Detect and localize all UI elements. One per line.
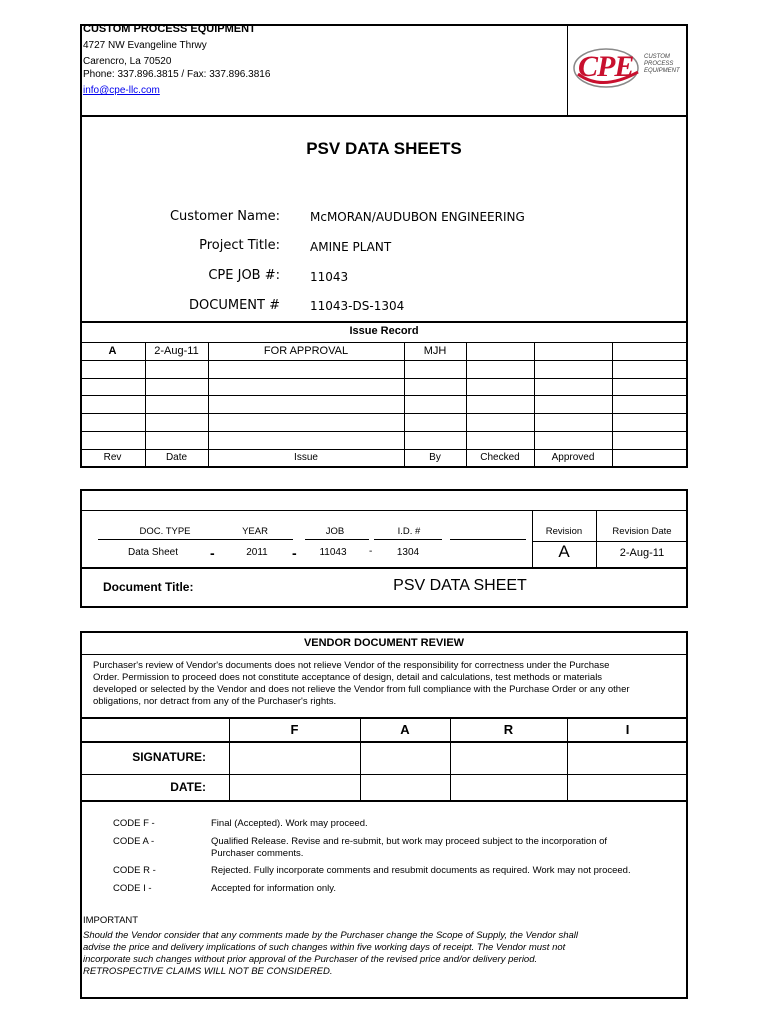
code-header-job: JOB	[325, 526, 345, 537]
date-label: DATE:	[170, 780, 206, 794]
underline	[305, 539, 369, 540]
document-title-value: PSV DATA SHEET	[393, 577, 527, 594]
info-value-job: 11043	[310, 270, 349, 284]
divider	[80, 567, 688, 569]
grid-line	[80, 431, 688, 432]
important-text: Should the Vendor consider that any comments made by the Purchaser change the Scope of Supply, the Vendor shall advise the price and delivery implications of such changes within five working days of receipt. The Vendor must not incorporate such changes without prior approval of the Purchaser of the revised price and/or delivery period. RETROSPECTIVE CLAIMS WILL NOT BE CONSIDERED.	[83, 930, 579, 977]
code-separator-1: -	[210, 545, 215, 561]
issue-header-issue: Issue	[294, 452, 318, 463]
issue-header-rev: Rev	[103, 452, 122, 463]
code-revision-date: 2-Aug-11	[619, 547, 665, 559]
issue-header-checked: Checked	[480, 452, 520, 463]
code-i-label: CODE I -	[113, 883, 152, 894]
code-id: 1304	[396, 547, 420, 558]
company-address-2: Carencro, La 70520	[83, 56, 172, 67]
grid-line	[80, 395, 688, 396]
code-job: 11043	[319, 547, 347, 558]
info-value-customer: McMORAN/AUDUBON ENGINEERING	[310, 210, 525, 224]
divider	[80, 774, 688, 775]
divider	[80, 800, 688, 802]
review-code-f: F	[290, 722, 299, 737]
grid-line	[80, 342, 688, 343]
signature-label: SIGNATURE:	[132, 750, 206, 764]
issue-row-date: 2-Aug-11	[154, 345, 199, 357]
grid-line	[80, 449, 688, 450]
company-name: CUSTOM PROCESS EQUIPMENT	[83, 23, 256, 35]
cpe-logo-subtext: CUSTOM PROCESS EQUIPMENT	[644, 54, 680, 74]
grid-line	[404, 342, 405, 467]
divider	[80, 717, 688, 719]
cpe-logo-letters: CPE	[578, 50, 634, 83]
important-label: IMPORTANT	[83, 915, 139, 926]
review-code-a: A	[400, 722, 410, 737]
grid-line	[466, 342, 467, 467]
code-header-year: YEAR	[242, 526, 268, 537]
grid-line	[80, 360, 688, 361]
issue-header-by: By	[429, 452, 441, 463]
underline	[450, 539, 526, 540]
info-value-project: AMINE PLANT	[310, 240, 392, 254]
info-label-project: Project Title:	[199, 238, 280, 253]
code-a-label: CODE A -	[113, 836, 155, 847]
issue-row-by: MJH	[423, 345, 447, 357]
underline	[98, 539, 233, 540]
code-r-label: CODE R -	[113, 865, 156, 876]
info-label-job: CPE JOB #:	[208, 268, 280, 283]
code-header-revision: Revision	[545, 526, 583, 537]
divider	[80, 741, 688, 743]
issue-record-title: Issue Record	[349, 325, 419, 337]
issue-header-date: Date	[165, 452, 188, 463]
issue-row-issue: FOR APPROVAL	[263, 345, 349, 357]
logo-divider	[567, 24, 568, 116]
info-label-customer: Customer Name:	[169, 209, 280, 224]
grid-line	[80, 378, 688, 379]
grid-line	[612, 342, 613, 467]
code-f-label: CODE F -	[113, 818, 155, 829]
cpe-logo	[572, 44, 686, 94]
code-separator-3: -	[369, 546, 373, 557]
code-revision: A	[558, 542, 570, 561]
grid-line	[534, 342, 535, 467]
grid-line	[208, 342, 209, 467]
code-header-revision-date: Revision Date	[612, 526, 672, 537]
info-label-document: DOCUMENT #	[189, 298, 280, 313]
divider	[80, 654, 688, 655]
code-doc-type: Data Sheet	[127, 547, 179, 558]
code-year: 2011	[246, 547, 268, 558]
review-code-i: I	[625, 722, 630, 737]
underline	[374, 539, 442, 540]
info-value-document: 11043-DS-1304	[310, 299, 405, 313]
vendor-review-title: VENDOR DOCUMENT REVIEW	[303, 637, 465, 649]
code-f-text: Final (Accepted). Work may proceed.	[211, 818, 368, 829]
code-r-text: Rejected. Fully incorporate comments and resubmit documents as required. Work may not proceed.	[211, 865, 631, 876]
code-a-text: Qualified Release. Revise and re-submit, but work may proceed subject to the incorporation of Purchaser comments.	[211, 836, 608, 859]
issue-record-top-line	[80, 321, 688, 323]
grid-line	[145, 342, 146, 467]
issue-row-rev: A	[108, 345, 117, 357]
review-code-r: R	[503, 722, 514, 737]
vendor-review-paragraph: Purchaser's review of Vendor's documents does not relieve Vendor of the responsibility for correctness under the Purchase Order. Permission to proceed does not constitute acceptance of design, detail and calculations, test methods or materials developed or selected by the Vendor and does not relieve the Vendor from full compliance with the Purchase Order or any other obligations, nor detract from any of the Purchaser's rights.	[93, 660, 630, 707]
grid-line	[80, 413, 688, 414]
code-header-id: I.D. #	[397, 526, 421, 537]
code-header-doc-type: DOC. TYPE	[139, 526, 191, 537]
issue-header-approved: Approved	[551, 452, 595, 463]
header-divider	[80, 115, 688, 117]
company-phone: Phone: 337.896.3815 / Fax: 337.896.3816	[83, 69, 271, 80]
page-title: PSV DATA SHEETS	[306, 139, 462, 158]
company-address-1: 4727 NW Evangeline Thrwy	[83, 40, 207, 51]
company-email-link[interactable]: info@cpe-llc.com	[83, 85, 160, 96]
code-separator-2: -	[292, 545, 297, 561]
underline	[233, 539, 293, 540]
document-title-label: Document Title:	[103, 580, 194, 594]
code-i-text: Accepted for information only.	[211, 883, 336, 894]
